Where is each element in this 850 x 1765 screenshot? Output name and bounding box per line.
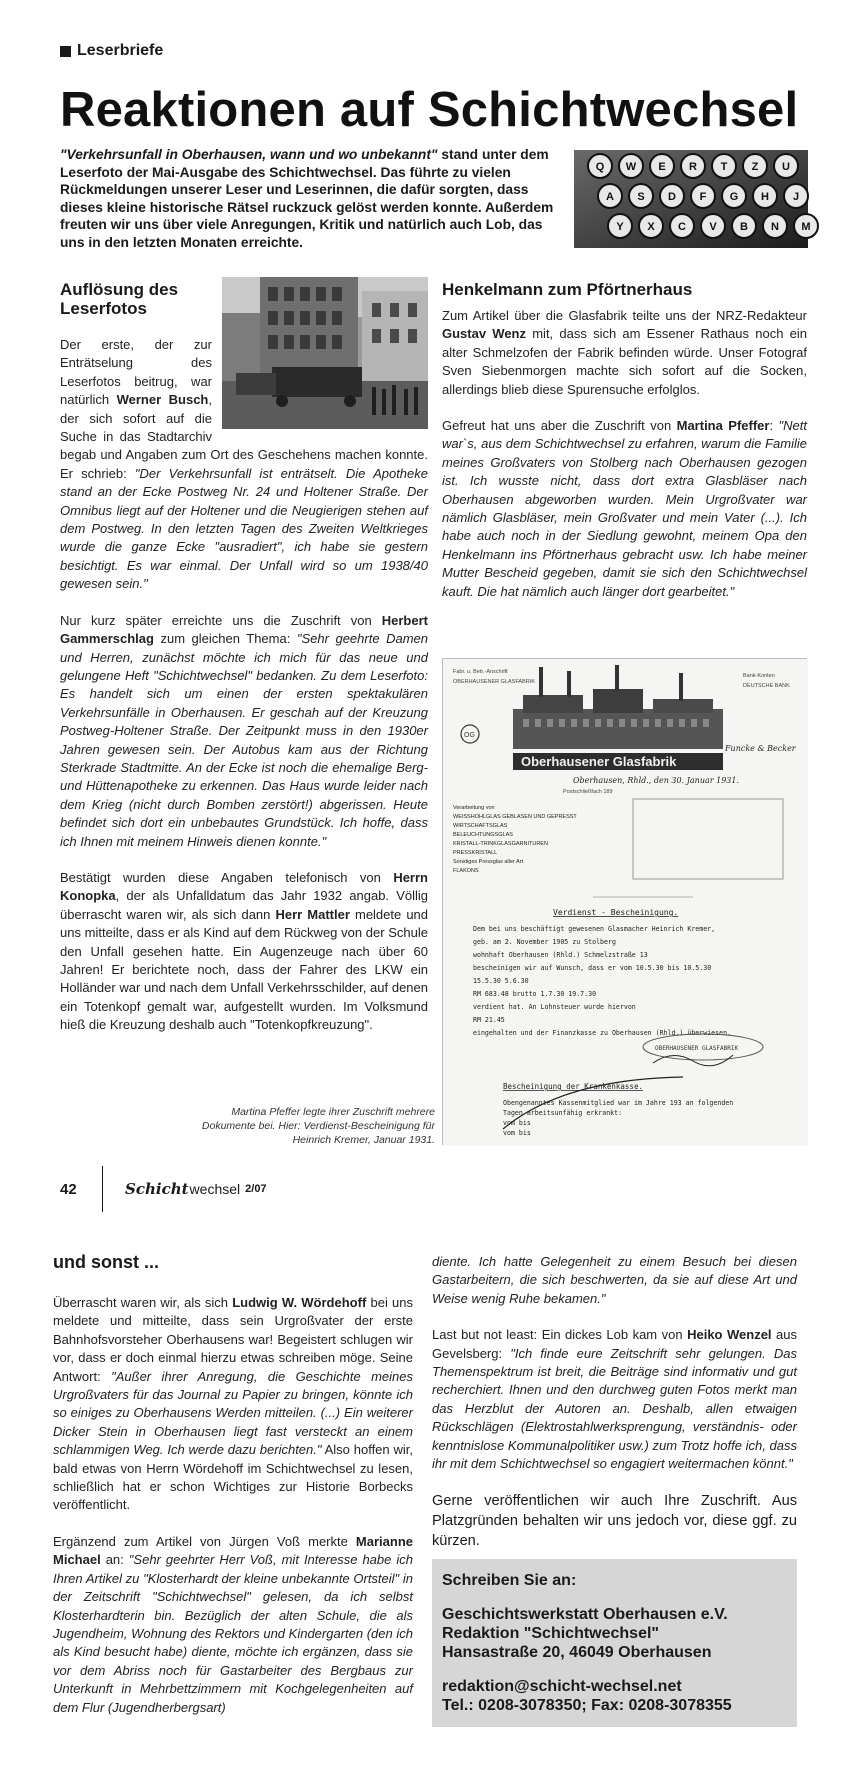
- typewriter-key-label: M: [801, 221, 811, 233]
- contact-address: Hansastraße 20, 46049 Oberhausen: [442, 1644, 712, 1662]
- name-martina-pfeffer: Martina Pfeffer: [676, 418, 770, 434]
- typewriter-key-label: U: [782, 161, 790, 173]
- svg-text:Bank-Konten: Bank-Konten: [743, 673, 775, 679]
- document-city-date: Oberhausen, Rhld., den 30. Januar 1931.: [573, 776, 740, 785]
- document-left-info-line: PRESSKRISTALL: [453, 850, 498, 856]
- contact-address-block: [442, 1605, 787, 1662]
- article-henkelmann-body: [442, 307, 807, 601]
- document-left-info-line: Sonstiges Pressglas aller Art: [453, 859, 524, 865]
- document-left-info-line: WIRTSCHAFTSGLAS: [453, 823, 508, 829]
- document-line: geb. am 2. November 1905 zu Stolberg: [473, 938, 616, 946]
- text-segment: meldete und uns mitteilte, dass er als Kind auf dem Rückweg von der Schule den Unfall gesehen hatte. Ein Augenzeuge nach über 60 Jahren! Er berichtete noch, dass der Fahrer des LKW ein Holländer war und nach dem Unfall Verkehrsschilder, auf denen ein Totenkopf gemalt war, aufgestellt wurden. Im Volksmund hieß die Kreuzung deshalb auch "Totenkopfkreuzung".: [60, 906, 429, 1033]
- document-line: Dem bei uns beschäftigt gewesenen Glasmacher Heinrich Kremer,: [473, 925, 716, 933]
- typewriter-key-label: H: [761, 191, 769, 203]
- typewriter-key-label: Z: [751, 161, 759, 173]
- quote-gammerschlag: "Sehr geehrte Damen und Herren, zunächst möchte ich mich für das neue und gelungene Heft "Schichtwechsel" bedanken. Zu dem Leserfoto: Es handelt sich um einen der ersten spektakulären Verkehrsunfälle in Oberhausen. Er geschah auf der Kreuzung Postweg-Holtener Straße. Der Zeitpunkt muss in den 1930er Jahren gewesen sein. Der Autobus kam aus der Richtung Sterkrade Stadtmitte. An der Ecke ist noch die ehemalige Berg- und Hüttenapotheke zu erkennen. Das Haus wurde leider nach dem Krieg (nicht durch Bomben zerstört!) abgerissen. Heute befindet sich dort ein unbebautes Grundstück. Ich hoffe, dass ich Ihnen mit meinem Hinweis dienen konnte.": [60, 631, 428, 849]
- accident-photo-illustration: [222, 277, 428, 429]
- typewriter-key-label: W: [625, 161, 637, 173]
- paragraph-michael: [53, 1533, 413, 1717]
- typewriter-key-label: B: [740, 221, 748, 233]
- contact-title: Schreiben Sie an:: [442, 1572, 577, 1590]
- text-segment: Überrascht waren wir, als sich: [53, 1295, 233, 1310]
- typewriter-key-label: Y: [616, 221, 624, 233]
- text-segment: , der sich sofort auf die Suche in das Stadtarchiv begab und Angaben zum Ort des Geschehens machen konnte. Er schrieb:: [60, 392, 428, 481]
- document-line: bescheinigen wir auf Wunsch, dass er vom 10.5.30 bis 10.5.30: [473, 964, 712, 972]
- typewriter-key-label: X: [647, 221, 655, 233]
- document-left-info-line: BELEUCHTUNGSGLAS: [453, 832, 513, 838]
- section-label-text: Leserbriefe: [77, 42, 164, 59]
- text-segment: Zum Artikel über die Glasfabrik teilte uns der NRZ-Redakteur: [442, 308, 807, 323]
- intro-text: [60, 146, 565, 251]
- name-werner-busch: Werner Busch: [116, 392, 209, 408]
- document-left-info-line: FLAKONS: [453, 868, 479, 874]
- text-segment: Bestätigt wurden diese Angaben telefonisch von: [60, 869, 394, 885]
- document-title2: Bescheinigung der Krankenkasse.: [503, 1082, 643, 1091]
- page-headline: Reaktionen auf Schichtwechsel: [60, 83, 799, 137]
- typewriter-key-label: C: [678, 221, 686, 233]
- document-line2: Obengenanntes Kassenmitglied war im Jahre 193 an folgenden: [503, 1099, 734, 1107]
- article-sonst-right-body: [432, 1253, 797, 1473]
- quote-michael-cont: diente. Ich hatte Gelegenheit zu einem Besuch bei diesen Gastarbeitern, die sich beschwerten, da sie auf diese Art und Weise wenig Ruhe bekamen.": [432, 1254, 797, 1306]
- typewriter-key-label: N: [771, 221, 779, 233]
- name-woerdehoff: Ludwig W. Wördehoff: [232, 1295, 367, 1310]
- heading-aufloesung: Auflösung des Leserfotos: [60, 280, 179, 318]
- document-line: RM 683.48 brutto 1.7.30 19.7.30: [473, 990, 597, 998]
- document-company: Oberhausener Glasfabrik: [521, 754, 677, 769]
- name-herbert-gammerschlag: Herbert Gammerschlag: [60, 612, 428, 647]
- document-title: Verdienst - Bescheinigung.: [553, 908, 679, 917]
- name-marianne-michael: Marianne Michael: [53, 1533, 413, 1568]
- text-segment: :: [769, 418, 779, 434]
- verdienst-bescheinigung-document: [442, 658, 807, 1145]
- document-firm: Funcke & Becker: [725, 744, 796, 753]
- contact-org: Geschichtswerkstatt Oberhausen e.V.: [442, 1606, 728, 1624]
- typewriter-photo: [574, 150, 811, 248]
- article-henkelmann: [442, 280, 807, 619]
- text-segment: bei uns meldete und mitteilte, dass sein Urgroßvater der erste Bahnhofsvorsteher Oberhausens war! Begeistert schlugen wir vor, dass er doch einmal hierzu etwas schreiben möge. Seine Antwort:: [53, 1295, 413, 1384]
- contact-dept: Redaktion "Schichtwechsel": [442, 1625, 660, 1643]
- name-gustav-wenz: Gustav Wenz: [442, 326, 526, 342]
- quote-woerdehoff: "Außer ihrer Anregung, die Geschichte meines Urgroßvaters für das Journal zu Papier zu bringen, könnte ich so einiges zu Oberhausens Werden mitteilen. (...) Ein weiterer Dicker Stein in Oberhausen liegt fast versteckt an einem schlammigen Weg. Ich werde dazu berichten.": [53, 1368, 413, 1458]
- document-line: RM 21.45: [473, 1016, 505, 1024]
- document-caption: Martina Pfeffer legte ihrer Zuschrift mehrere Dokumente bei. Hier: Verdienst-Bescheinigung für Heinrich Kremer, Januar 1931.: [201, 1106, 435, 1146]
- intro-lead: "Verkehrsunfall in Oberhausen, wann und wo unbekannt": [60, 147, 438, 162]
- contact-email[interactable]: redaktion@schicht-wechsel.net: [442, 1678, 682, 1696]
- text-segment: Nur kurz später erreichte uns die Zuschrift von: [60, 612, 382, 628]
- contact-phone: Tel.: 0208-3078350; Fax: 0208-3078355: [442, 1697, 732, 1715]
- typewriter-key-label: A: [606, 191, 614, 203]
- footer-divider: [102, 1166, 103, 1212]
- heading-henkelmann: Henkelmann zum Pförtnerhaus: [442, 280, 693, 299]
- paragraph-wenzel: [432, 1326, 797, 1473]
- intro-rest: stand unter dem Leserfoto der Mai-Ausgabe des Schichtwechsel. Das führte zu vielen Rückmeldungen unserer Leser und Leserinnen, die dafür sorgten, dass dieses kleine historische Rätsel ruckzuck gelöst werden konnte. Außerdem freuten wir uns über viele Anregungen, Kritik und natürlich auch Lob, das uns in den letzten Monaten erreichte.: [60, 147, 554, 250]
- name-heiko-wenzel: Heiko Wenzel: [687, 1327, 772, 1343]
- text-segment: , der als Unfalldatum das Jahr 1932 angab. Völlig überrascht waren wir, als sich dann: [60, 888, 428, 922]
- typewriter-key-label: Q: [595, 161, 605, 173]
- document-left-info-line: Verarbeitung von: [453, 805, 495, 811]
- quote-busch: "Der Verkehrsunfall ist enträtselt. Die Apotheke stand an der Ecke Postweg Nr. 24 und Holtener Straße. Der Omnibus liegt auf der Holtener und die Neugierigen stehen auf dem Postweg. In den letzten Tagen des Zweiten Weltkrieges wurde die ganze Ecke "ausradiert", ich habe sie gestern besichtigt. Es war einmal. Der Unfall wird so um 1938/40 gewesen sein.": [60, 465, 429, 592]
- article-sonst-right: [432, 1253, 797, 1727]
- page-number: 42: [60, 1180, 77, 1198]
- typewriter-key-label: S: [637, 191, 645, 203]
- contact-box: [432, 1559, 797, 1727]
- text-segment: Gefreut hat uns aber die Zuschrift von: [442, 418, 677, 434]
- article-busch: [60, 280, 428, 1053]
- text-segment: mit, dass sich am Essener Rathaus noch ein alter Schmelzofen der Fabrik befinden würde. Unser Fotograf Sven Siebenmorgen machte sich sofort auf die Socken, allerdings blieb diese Spurensuche erfolglos.: [442, 326, 807, 397]
- document-postfach: Postschließfach 189: [563, 789, 613, 795]
- magazine-logo-wechsel: wechsel: [189, 1181, 241, 1197]
- text-segment: aus Gevelsberg:: [432, 1327, 798, 1361]
- document-line2: vom bis: [503, 1129, 531, 1137]
- heading-und-sonst: und sonst ...: [53, 1252, 159, 1272]
- outro-text: Gerne veröffentlichen wir auch Ihre Zuschrift. Aus Platzgründen behalten wir uns jedoch vor, diese ggf. zu kürzen.: [432, 1493, 797, 1550]
- typewriter-key-label: T: [720, 161, 728, 173]
- svg-text:Fabr. u. Betr.-Anschrift: Fabr. u. Betr.-Anschrift: [453, 669, 508, 675]
- document-line: eingehalten und der Finanzkasse zu Oberhausen (Rhld.) überwiesen.: [473, 1029, 732, 1037]
- quote-pfeffer: "Nett war`s, aus dem Schichtwechsel zu erfahren, warum die Familie meines Großvaters von Stolberg nach Oberhausen gezogen ist. Ich wusste nicht, dass dort extra Glasbläser nach Oberhausen abgeworben wurden. Mein Urgroßvater war nämlich Glasbläser, mein Großvater und mein Vater (...). Ich habe auch noch in der Siedlung gewohnt, meinem Opa den Henkelmann ins Pförtnerhaus gebracht usw. Ich habe meiner Mutter Bescheid gegeben, damit sie sich den Schichtwechsel kauft. Die hat nämlich auch länger dort gearbeitet.": [442, 418, 807, 599]
- typewriter-key-label: F: [699, 191, 707, 203]
- document-line: 15.5.30 5.6.30: [473, 977, 529, 985]
- paragraph-wenz: [442, 307, 807, 399]
- document-line2: vom bis: [503, 1119, 531, 1127]
- quote-michael: "Sehr geehrter Herr Voß, mit Interesse habe ich Ihren Artikel zu "Klosterhardt der kleine unbekannte Ortsteil" in der Zeitschrift "Schichtwechsel" gelesen, da ich selbst Klosterhardterin bin. Bezüglich der alten Schule, die als Jugendheim, Wohnung des Rektors und Kindergarten (den ich als Kind besucht habe) diente, möchte ich ergänzen, dass sie vor dem Abriss noch für Gastarbeiter des Bergbaus zur Unterkunft in Mehrbettzimmern mit Kochgelegenheiten auf dem Flur (Jugendherbergsart): [53, 1552, 413, 1715]
- article-busch-body: [60, 336, 428, 1035]
- document-left-info-line: WEISSHOHLGLAS GEBLASEN UND GEPRESST: [453, 814, 577, 820]
- magazine-logo-schicht: Schicht: [125, 1180, 189, 1198]
- paragraph-gammerschlag: [60, 612, 428, 851]
- typewriter-key-label: D: [668, 191, 676, 203]
- article-sonst-body: [53, 1294, 413, 1717]
- document-line2: Tagen arbeitsunfähig erkrankt:: [503, 1109, 623, 1117]
- text-segment: an:: [100, 1552, 129, 1568]
- document-left-info-line: KRISTALL-TRINKGLASGARNITUREN: [453, 841, 548, 847]
- text-segment: Ergänzend zum Artikel von Jürgen Voß merkte: [53, 1533, 356, 1549]
- typewriter-key-label: V: [709, 221, 717, 233]
- paragraph-woerdehoff: [53, 1294, 413, 1515]
- paragraph-pfeffer: [442, 417, 807, 601]
- typewriter-key-label: G: [729, 191, 739, 203]
- paragraph-michael-cont: [432, 1253, 797, 1308]
- svg-text:OG: OG: [464, 732, 475, 739]
- name-herr-mattler: Herr Mattler: [275, 906, 350, 922]
- svg-text:OBERHAUSENER GLASFABRIK: OBERHAUSENER GLASFABRIK: [453, 679, 535, 685]
- typewriter-key-label: J: [792, 191, 800, 203]
- name-herrn-konopka: Herrn Konopka: [60, 869, 428, 904]
- svg-text:DEUTSCHE BANK: DEUTSCHE BANK: [743, 683, 790, 689]
- typewriter-illustration: [574, 150, 811, 248]
- section-square-icon: [60, 46, 71, 57]
- document-line: verdient hat. An Lohnsteuer wurde hiervon: [473, 1003, 636, 1011]
- document-line: wohnhaft Oberhausen (Rhld.) Schmelzstraße 13: [473, 951, 648, 959]
- article-sonst-left: [53, 1253, 413, 1735]
- typewriter-key-label: R: [689, 161, 697, 173]
- typewriter-key-label: E: [658, 161, 666, 173]
- paragraph-konopka: [60, 869, 428, 1035]
- text-segment: Der erste, der zur Enträtselung des Leserfotos beitrug, war natürlich: [60, 337, 212, 408]
- quote-wenzel: "Ich finde eure Zeitschrift sehr gelungen. Das Themenspektrum ist breit, die Beiträge sind informativ und gut recherchiert. Ihnen und den durchweg guten Fotos merkt man das Herzblut der Autoren an. Deshalb, allen etwaigen Rückschlägen (Elektrostahlwerksprengung, verständnis- oder kenntnislose Kommunalpolitiker usw.) zum Trotz hoffe ich, dass ihr mit dem Schichtwechsel so engagiert weitermachen könnt.": [432, 1345, 797, 1472]
- accident-photo: [222, 277, 428, 429]
- document-stamp: OBERHAUSENER GLASFABRIK: [655, 1045, 739, 1052]
- issue-number: 2/07: [245, 1183, 267, 1195]
- text-segment: Last but not least: Ein dickes Lob kam von: [432, 1327, 688, 1343]
- page-footer: [60, 1168, 267, 1210]
- text-segment: Also hoffen wir, bald etwas von Herrn Wördehoff im Schichtwechsel zu lesen, schließlich hat er schon Wichtiges zur Historie Borbecks veröffentlicht.: [53, 1442, 413, 1513]
- text-segment: zum gleichen Thema:: [153, 631, 297, 647]
- document-illustration: [443, 659, 808, 1146]
- section-label: [60, 42, 163, 60]
